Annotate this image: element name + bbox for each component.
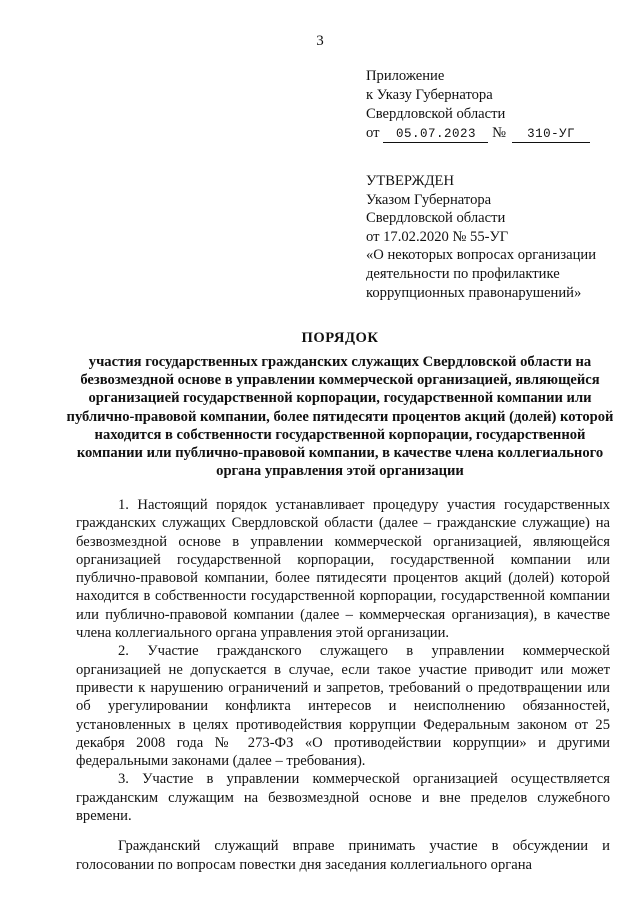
approved-line-2: Свердловской области <box>366 210 506 227</box>
paragraph-3: 3. Участие в управлении коммерческой организацией осуществляется гражданским служащим на безвозмездной основе и вне пределов служебного времени. <box>76 771 610 825</box>
approved-line-3: от 17.02.2020 № 55-УГ <box>366 228 509 245</box>
approved-block <box>366 172 636 302</box>
document-body <box>76 496 610 874</box>
annex-line-1: Приложение <box>366 68 445 84</box>
annex-date-number-line <box>366 124 590 143</box>
annex-block <box>366 67 590 143</box>
number-label: № <box>492 125 507 141</box>
decree-number: 310-УГ <box>512 127 590 143</box>
approved-line-1: Указом Губернатора <box>366 191 492 208</box>
document-title: ПОРЯДОК <box>301 330 379 346</box>
decree-date: 05.07.2023 <box>383 127 488 143</box>
paragraph-4: Гражданский служащий вправе принимать участие в обсуждении и голосовании по вопросам повестки дня заседания коллегиального органа <box>76 838 610 873</box>
page-number: 3 <box>316 33 324 49</box>
annex-line-2: к Указу Губернатора <box>366 87 493 103</box>
approved-heading: УТВЕРЖДЕН <box>366 173 454 189</box>
annex-line-3: Свердловской области <box>366 106 506 122</box>
paragraph-2: 2. Участие гражданского служащего в управлении коммерческой организацией не допускается в случае, если такое участие приводит или может привести к нарушению ограничений и запретов, требований о предотвращении или об урегулировании конфликта интересов и неисполнению обязанностей, установленных в целях противодействия коррупции Федеральным законом от 25 декабря 2008 года № 273-ФЗ «О противодействии коррупции» и другими федеральными законами (далее – требования). <box>76 643 610 770</box>
from-label: от <box>366 125 380 141</box>
paragraph-1: 1. Настоящий порядок устанавливает процедуру участия государственных гражданских служащих Свердловской области (далее – гражданские служащие) на безвозмездной основе в управлении коммерческой организацией, являющейся организацией государственной корпорации, государственной компании или публично-правовой компании, более пятидесяти процентов акций (долей) которой находится в собственности государственной корпорации, государственной компании или публично-правовой компании (далее – коммерческая организация), в качестве члена коллегиального органа управления этой организации. <box>76 497 610 642</box>
approved-line-5: деятельности по профилактике <box>366 265 560 282</box>
document-title-block <box>60 330 620 480</box>
document-subtitle: участия государственных гражданских служащих Свердловской области на безвозмездной основе в управлении коммерческой организацией, являющейся организацией государственной корпорации, государственной компании или публично-правовой компании, более пятидесяти процентов акций (долей) которой находится в собственности государственной корпорации, государственной компании или публично-правовой компании, в качестве члена коллегиального органа управления этой организации <box>66 354 614 480</box>
approved-line-4: «О некоторых вопросах организации <box>366 247 597 264</box>
approved-line-6: коррупционных правонарушений» <box>366 284 582 301</box>
